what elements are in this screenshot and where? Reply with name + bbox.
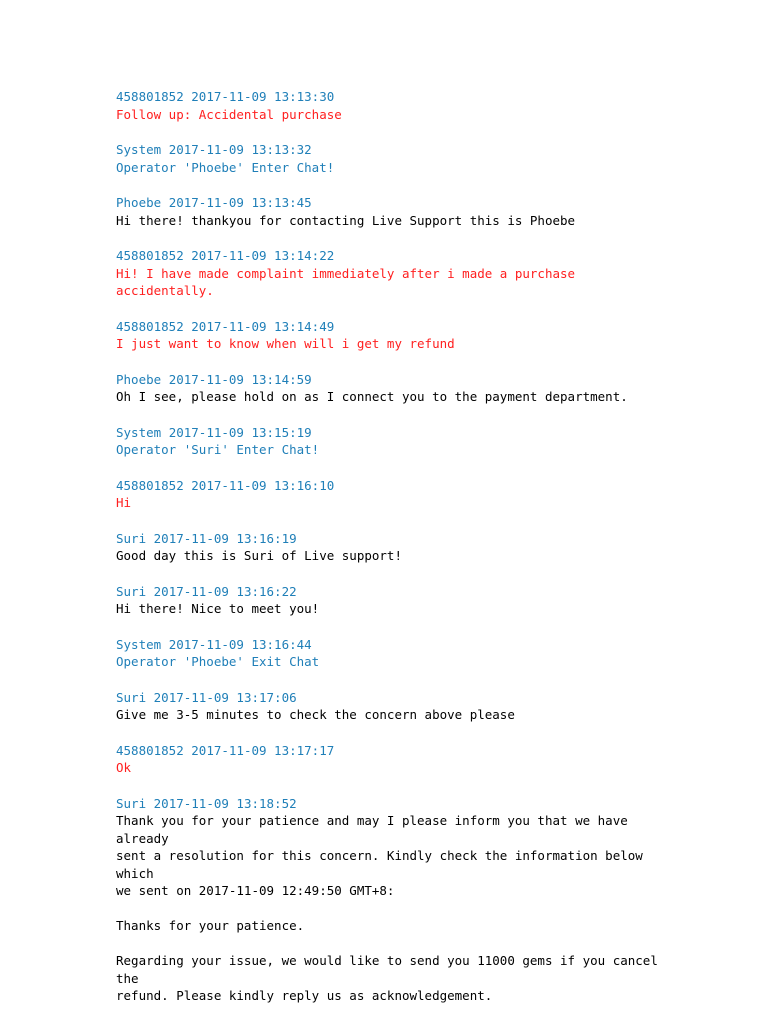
- message-timestamp: 2017-11-09 13:18:52: [153, 795, 297, 811]
- message-text: I just want to know when will i get my refund: [116, 336, 455, 351]
- message-text: Follow up: Accidental purchase: [116, 106, 342, 122]
- message-header: [116, 689, 661, 707]
- chat-message: [116, 194, 661, 229]
- message-timestamp: 2017-11-09 13:13:32: [168, 142, 312, 157]
- message-header: [116, 318, 661, 336]
- message-header: [116, 141, 661, 159]
- message-timestamp: 2017-11-09 13:15:19: [168, 424, 312, 440]
- message-sender: Suri: [116, 530, 147, 546]
- message-text: Thanks for your patience.: [116, 918, 305, 933]
- message-timestamp: 2017-11-09 13:14:59: [168, 371, 312, 387]
- message-timestamp: 2017-11-09 13:17:17: [191, 742, 335, 758]
- message-timestamp: 2017-11-09 13:16:44: [168, 636, 312, 652]
- message-timestamp: 2017-11-09 13:13:30: [191, 89, 335, 104]
- chat-message: [116, 371, 661, 406]
- message-sender: 458801852: [116, 742, 184, 758]
- chat-message: [116, 88, 661, 123]
- message-sender: System: [116, 636, 162, 652]
- message-timestamp: 2017-11-09 13:16:22: [153, 583, 297, 599]
- message-timestamp: 2017-11-09 13:14:49: [191, 318, 335, 334]
- chat-message: [116, 583, 661, 618]
- chat-message: [116, 141, 661, 176]
- chat-message: [116, 742, 661, 777]
- message-sender: Suri: [116, 583, 147, 599]
- message-text: [116, 900, 661, 918]
- message-sender: 458801852: [116, 248, 184, 263]
- message-text: Operator 'Phoebe' Exit Chat: [116, 654, 320, 669]
- message-timestamp: 2017-11-09 13:17:06: [153, 689, 297, 705]
- message-text: sent a resolution for this concern. Kindly check the information below which: [116, 848, 651, 881]
- chat-message: [116, 318, 661, 353]
- message-sender: Phoebe: [116, 371, 162, 387]
- message-header: [116, 88, 661, 106]
- message-text: [116, 935, 661, 953]
- message-sender: 458801852: [116, 477, 184, 493]
- message-header: [116, 742, 661, 760]
- message-header: [116, 477, 661, 495]
- chat-message: [116, 477, 661, 512]
- chat-message: [116, 636, 661, 671]
- chat-message: [116, 795, 666, 1005]
- message-text: Operator 'Suri' Enter Chat!: [116, 442, 320, 457]
- message-sender: Suri: [116, 795, 147, 811]
- message-text: we sent on 2017-11-09 12:49:50 GMT+8:: [116, 883, 395, 898]
- message-timestamp: 2017-11-09 13:14:22: [191, 248, 335, 263]
- message-sender: Suri: [116, 689, 147, 705]
- chat-transcript: [116, 88, 666, 1023]
- chat-message: [116, 424, 661, 459]
- message-text: Hi there! thankyou for contacting Live Support this is Phoebe: [116, 212, 576, 228]
- message-text: Thank you for your patience and may I please inform you that we have already: [116, 813, 636, 846]
- message-text: Operator 'Phoebe' Enter Chat!: [116, 159, 335, 175]
- message-text: Give me 3-5 minutes to check the concern above please: [116, 707, 515, 722]
- message-sender: Phoebe: [116, 195, 162, 210]
- message-text: Ok: [116, 760, 132, 775]
- message-header: [116, 530, 661, 548]
- message-timestamp: 2017-11-09 13:16:10: [191, 477, 335, 493]
- message-text: refund. Please kindly reply us as acknowledgement.: [116, 988, 493, 1003]
- message-timestamp: 2017-11-09 13:13:45: [168, 195, 312, 210]
- message-header: [116, 424, 661, 442]
- message-header: [116, 371, 661, 389]
- message-text: Oh I see, please hold on as I connect you to the payment department.: [116, 389, 628, 404]
- message-header: [116, 247, 661, 265]
- message-text: Regarding your issue, we would like to send you 11000 gems if you cancel the: [116, 953, 666, 986]
- message-timestamp: 2017-11-09 13:16:19: [153, 530, 297, 546]
- message-sender: 458801852: [116, 318, 184, 334]
- chat-message: [116, 247, 661, 300]
- message-text: Hi there! Nice to meet you!: [116, 601, 320, 616]
- message-header: [116, 194, 661, 212]
- chat-message: [116, 530, 661, 565]
- message-sender: System: [116, 424, 162, 440]
- message-header: [116, 795, 661, 813]
- message-header: [116, 583, 661, 601]
- message-text: Hi: [116, 495, 132, 510]
- message-sender: 458801852: [116, 89, 184, 104]
- chat-message: [116, 689, 661, 724]
- message-header: [116, 636, 661, 654]
- message-sender: System: [116, 142, 162, 157]
- message-text: Good day this is Suri of Live support!: [116, 548, 402, 563]
- message-text: Hi! I have made complaint immediately after i made a purchase accidentally.: [116, 265, 583, 298]
